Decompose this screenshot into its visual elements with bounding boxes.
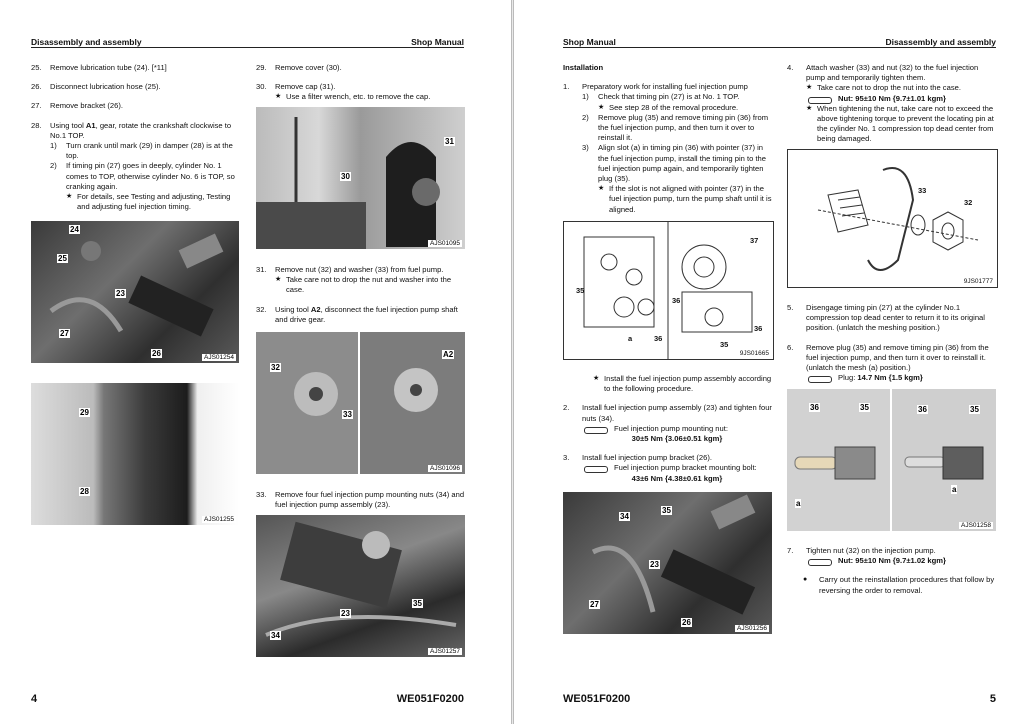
photo-ajs01096: [256, 332, 465, 474]
step-30-note: ★ Use a filter wrench, etc. to remove the cap.: [275, 92, 431, 102]
install-step-1: 1. Preparatory work for installing fuel injection pump 1) Check that timing pin (27) is at No. 1 TOP. ★ See step 28 of the removal procedure. 2) Remove plug (35) and remove timing pin (36) from the fuel injection pump, and then turn it over to reinstall it. 3) Align slot (a) in timing pin (36) with pointer (37) in the fuel injection pump, install the timing pin to the fuel injection pump again, and temporarily tighten plug (35). ★ If the slot is not aligned with pointer (37) in the fuel injection pump, turn the pump shaft until it is aligned.: [563, 82, 772, 214]
photo-ajs01257: [256, 515, 465, 657]
wrench-icon: [808, 376, 832, 383]
star-icon: ★: [275, 93, 282, 101]
install-step-3: 3. Install fuel injection pump bracket (26). Fuel injection pump bracket mounting bolt: 43±6 Nm {4.38±0.61 kgm}: [563, 453, 772, 484]
install-step-4-note-1: ★ Take care not to drop the nut into the case.: [806, 83, 961, 93]
drive-gear-photo-drawing: [256, 332, 465, 474]
photo-ajs01256: [563, 492, 772, 634]
step-33: 33. Remove four fuel injection pump mounting nuts (34) and fuel injection pump assembly (23).: [256, 490, 465, 510]
step-28-sub-2: 2) If timing pin (27) goes in deeply, cylinder No. 1 comes to TOP, otherwise cylinder No. 6 is TOP, so cranking again. ★ For details, see Testing and adjusting, Testing and adjusting fuel injection timing.: [50, 161, 239, 212]
diagram-9js01777: [787, 149, 998, 288]
star-icon: ★: [598, 103, 605, 111]
photo-caption: AJS01258: [961, 522, 991, 529]
step-28-note: ★ For details, see Testing and adjusting, Testing and adjusting fuel injection timing.: [66, 192, 231, 212]
diagram-caption: 9JS01665: [739, 350, 769, 357]
photo-label: 35: [662, 506, 671, 515]
star-icon: ★: [598, 185, 605, 193]
left-column-2b: [256, 265, 465, 334]
step-28-sub-1: 1) Turn crank until mark (29) in damper (28) is at the top.: [50, 141, 233, 161]
photo-label: 30: [341, 172, 350, 181]
star-icon: ★: [593, 375, 600, 382]
right-page: [513, 0, 1024, 724]
page-number: 5: [989, 693, 996, 705]
photo-label: A2: [443, 350, 454, 359]
step-31: 31. Remove nut (32) and washer (33) from fuel pump. ★ Take care not to drop the nut and washer into the case.: [256, 265, 465, 296]
photo-label: 24: [70, 225, 79, 234]
step-27: 27. Remove bracket (26).: [31, 101, 124, 111]
photo-label: 34: [620, 512, 629, 521]
step-30: 30. Remove cap (31). ★ Use a filter wrench, etc. to remove the cap.: [256, 82, 465, 102]
install-step-1-sub-2: 2) Remove plug (35) and remove timing pin (36) from the fuel injection pump, and then turn it over to reinstall it.: [582, 112, 769, 143]
photo-label: a: [952, 485, 957, 494]
step-28: 28. Using tool A1, gear, rotate the crankshaft clockwise to No.1 TOP. 1) Turn crank until mark (29) in damper (28) is at the top. 2) If timing pin (27) goes in deeply, cylinder No. 1 comes to TOP, otherwise cylinder No. 6 is TOP, so cranking again. ★ For details, see Testing and adjusting, Testing and adjusting fuel injection timing.: [31, 121, 239, 213]
torque-spec: Nut: 95±10 Nm {9.7±1.01 kgm}: [806, 94, 996, 104]
photo-label: 35: [970, 405, 979, 414]
photo-label: 35: [413, 599, 422, 608]
step-29: 29. Remove cover (30).: [256, 63, 342, 72]
photo-ajs01258: [787, 389, 996, 531]
photo-label: 23: [116, 289, 125, 298]
left-header-rule: [31, 47, 464, 48]
photo-ajs01254: [31, 221, 239, 363]
photo-label: 23: [341, 609, 350, 618]
right-header-manual: Shop Manual: [563, 37, 616, 47]
star-icon: ★: [66, 193, 73, 201]
install-step-1-note-3: ★ If the slot is not aligned with pointer (37) in the fuel injection pump, turn the pump shaft until it is aligned.: [598, 184, 772, 214]
page-number: 4: [31, 693, 38, 705]
diagram-label: 36: [672, 296, 681, 305]
right-column-1b: [563, 374, 772, 493]
left-header-manual: Shop Manual: [411, 37, 464, 47]
photo-label: 32: [271, 363, 280, 372]
photo-label: 23: [650, 560, 659, 569]
diagram-label: 35: [720, 340, 729, 349]
install-step-4: 4. Attach washer (33) and nut (32) to the fuel injection pump and temporarily tighten them. ★ Take care not to drop the nut into the case. Nut: 95±10 Nm {9.7±1.01 kgm} ★ When tightening the nut, take care not to exceed the above tightening torque to prevent the locating pin at the cylinder No. 1 compression top dead center from being damaged.: [787, 63, 996, 145]
torque-spec: Fuel injection pump mounting nut:: [582, 424, 772, 434]
photo-label: 25: [58, 254, 67, 263]
photo-caption: AJS01095: [430, 240, 460, 247]
photo-caption: AJS01257: [430, 648, 460, 655]
install-step-1-sub-3: 3) Align slot (a) in timing pin (36) with pointer (37) in the fuel injection pump, install the timing pin to the fuel injection pump again, and temporarily tighten plug (35). ★ If the slot is not aligned with pointer (37) in the fuel injection pump, turn the pump shaft until it is aligned.: [582, 143, 772, 214]
right-header-rule: [563, 47, 996, 48]
wrench-icon: [808, 559, 832, 566]
torque-value: 43±6 Nm {4.38±0.61 kgm}: [631, 473, 723, 483]
photo-label: 36: [810, 403, 819, 412]
right-column-2c: [787, 546, 996, 596]
install-step-5: 5. Disengage timing pin (27) at the cylinder No.1 compression top dead center to return it to its original position. (unlatch the meshing position.): [787, 303, 985, 333]
document-code: WE051F0200: [563, 693, 631, 705]
right-column-2b: [787, 303, 996, 392]
engine-photo-drawing: [31, 221, 239, 363]
photo-label: a: [796, 499, 801, 508]
diagram-label: 32: [964, 198, 973, 207]
photo-ajs01255: [31, 383, 239, 525]
install-step-1-note-1: ★ See step 28 of the removal procedure.: [598, 102, 739, 112]
photo-label: 33: [343, 410, 352, 419]
diagram-label: 37: [750, 236, 759, 245]
torque-value: 30±5 Nm {3.06±0.51 kgm}: [631, 434, 723, 444]
bullet-icon: ●: [803, 576, 808, 584]
photo-caption: AJS01096: [430, 465, 460, 472]
pump-photo-drawing: [256, 515, 465, 657]
step-31-note: ★ Take care not to drop the nut and washer into the case.: [275, 275, 452, 295]
photo-caption: AJS01255: [204, 516, 234, 523]
photo-label: 27: [590, 600, 599, 609]
torque-spec: Nut: 95±10 Nm {9.7±1.02 kgm}: [806, 556, 996, 566]
photo-label: 26: [152, 349, 161, 358]
wrench-icon: [808, 97, 832, 104]
install-step-1-sub-1: 1) Check that timing pin (27) is at No. 1 TOP. ★ See step 28 of the removal procedure.: [582, 92, 772, 112]
step-26: 26. Disconnect lubrication hose (25).: [31, 82, 161, 92]
final-note: ● Carry out the reinstallation procedures that follow by reversing the order to removal.: [803, 575, 995, 595]
cover-photo-drawing: [256, 107, 465, 249]
torque-spec: Fuel injection pump bracket mounting bolt:: [582, 463, 772, 473]
diagram-label: 35: [576, 286, 585, 295]
star-icon: ★: [275, 276, 282, 284]
wrench-icon: [584, 466, 608, 473]
diagram-caption: 9JS01777: [963, 278, 993, 285]
washer-nut-diagram-drawing: [788, 150, 997, 287]
left-column-2: [256, 63, 465, 103]
step-32: 32. Using tool A2, disconnect the fuel injection pump shaft and drive gear.: [256, 304, 458, 324]
install-step-7: 7. Tighten nut (32) on the injection pump. Nut: 95±10 Nm {9.7±1.02 kgm}: [787, 546, 996, 566]
diagram-label: 36: [654, 334, 663, 343]
photo-label: 36: [918, 405, 927, 414]
left-column-1: [31, 63, 239, 221]
photo-label: 28: [80, 487, 89, 496]
right-header-section: Disassembly and assembly: [885, 37, 996, 47]
timing-pin-diagram-drawing: [564, 222, 773, 359]
install-step-2: 2. Install fuel injection pump assembly (23) and tighten four nuts (34). Fuel injection pump mounting nut: 30±5 Nm {3.06±0.51 kgm}: [563, 403, 772, 444]
photo-label: 29: [80, 408, 89, 417]
photo-label: 27: [60, 329, 69, 338]
diagram-9js01665: [563, 221, 774, 360]
install-step-4-note-2: ★ When tightening the nut, take care not to exceed the above tightening torque to prevent the locating pin at the cylinder No. 1 compression top dead center from being damaged.: [806, 103, 994, 144]
photo-caption: AJS01254: [204, 354, 234, 361]
diagram-label: a: [628, 334, 633, 343]
photo-label: 31: [445, 137, 454, 146]
step-25: 25. Remove lubrication tube (24). [*11]: [31, 63, 167, 72]
photo-caption: AJS01256: [737, 625, 767, 632]
star-icon: ★: [806, 104, 813, 112]
section-title: Installation: [563, 63, 604, 72]
photo-ajs01095: [256, 107, 465, 249]
diagram-label: 33: [918, 186, 927, 195]
document-code: WE051F0200: [396, 693, 464, 705]
diagram-label: 36: [754, 324, 763, 333]
install-step-6: 6. Remove plug (35) and remove timing pin (36) from the fuel injection pump, and then turn it over to reinstall it. (unlatch the mesh (a) position.) Plug: 14.7 Nm {1.5 kgm}: [787, 343, 996, 384]
right-column-1: [563, 63, 772, 224]
photo-label: 35: [860, 403, 869, 412]
photo-label: 26: [682, 618, 691, 627]
left-header-section: Disassembly and assembly: [31, 37, 142, 47]
torque-spec: Plug: 14.7 Nm {1.5 kgm}: [806, 373, 996, 383]
star-icon: ★: [806, 84, 813, 92]
right-column-2: [787, 63, 996, 154]
wrench-icon: [584, 427, 608, 434]
photo-label: 34: [271, 631, 280, 640]
install-note: ★ Install the fuel injection pump assembly according to the following procedure.: [593, 374, 772, 394]
